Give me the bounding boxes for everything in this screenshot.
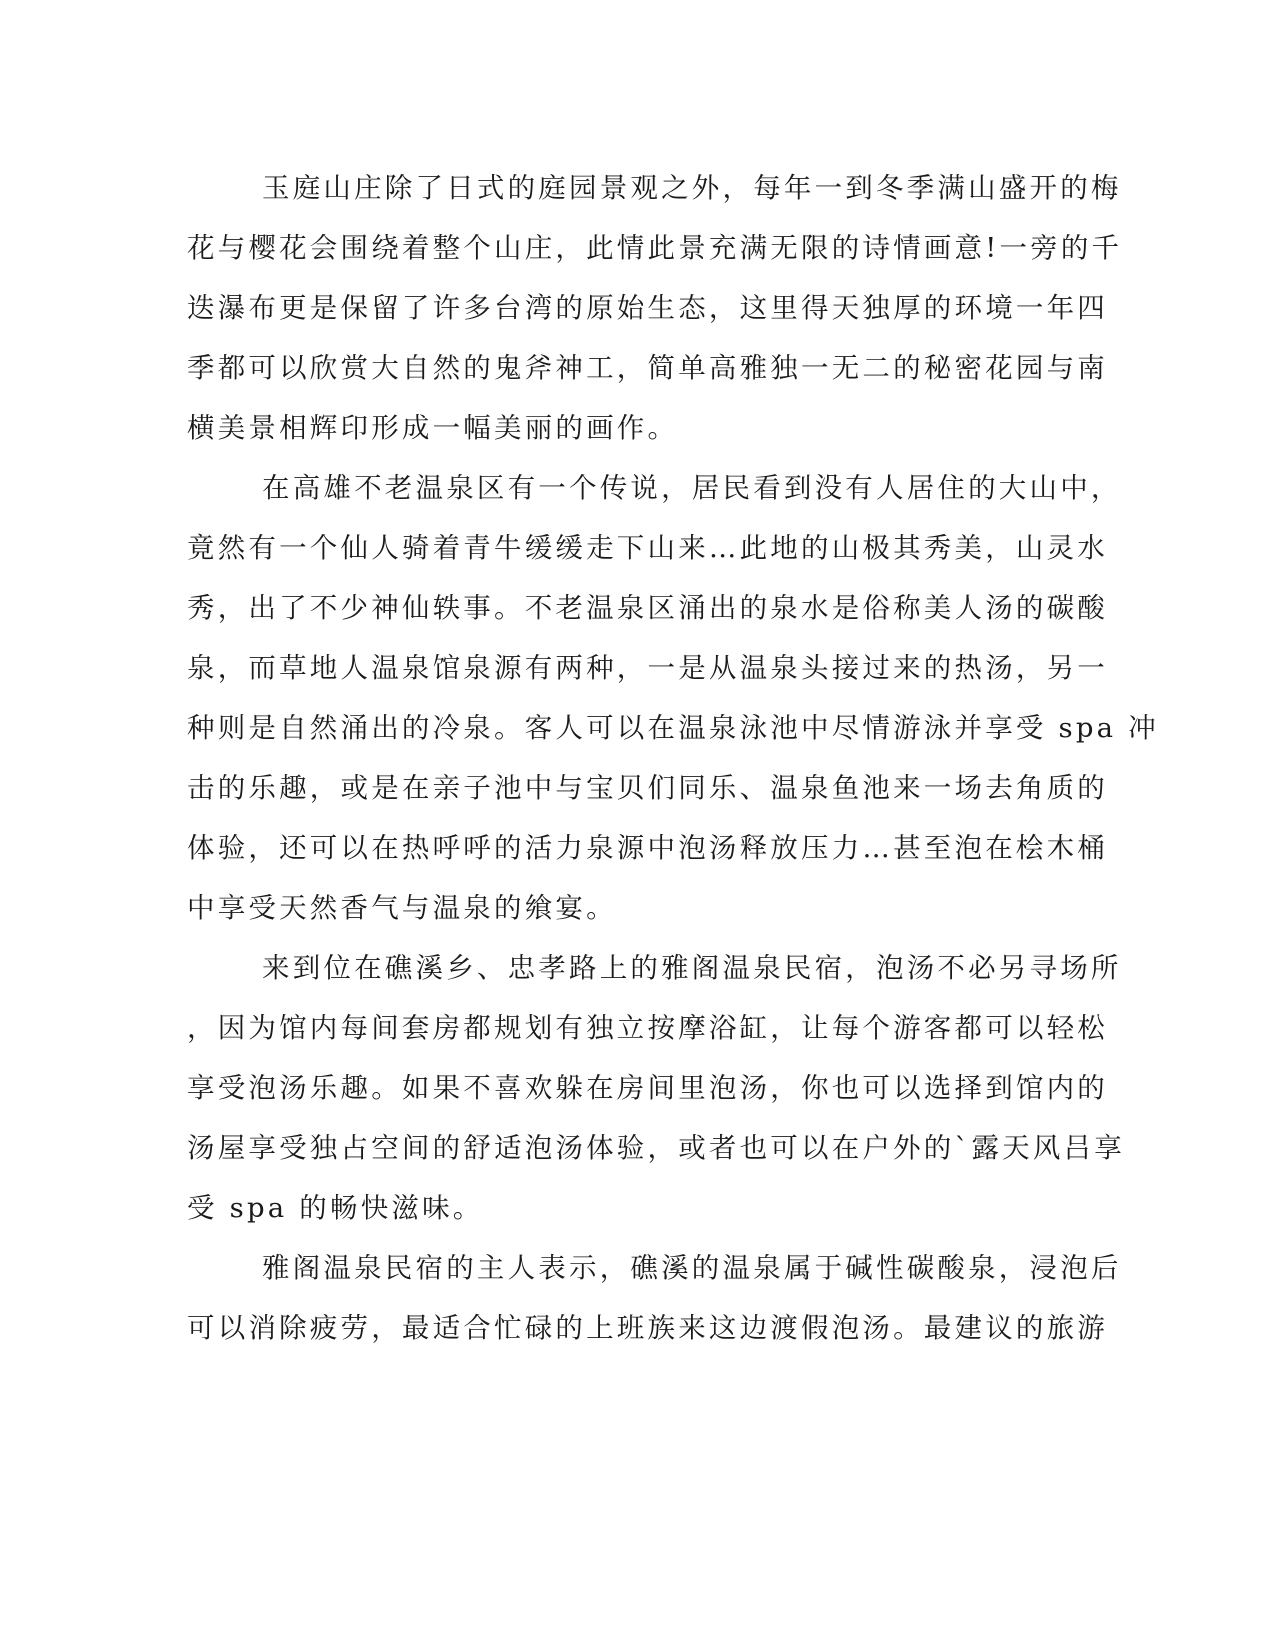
- text-line: 雅阁温泉民宿的主人表示，礁溪的温泉属于碱性碳酸泉，浸泡后: [262, 1252, 1122, 1284]
- text-line: 玉庭山庄除了日式的庭园景观之外，每年一到冬季满山盛开的梅: [262, 172, 1122, 204]
- text-line: 迭瀑布更是保留了许多台湾的原始生态，这里得天独厚的环境一年四: [187, 292, 1108, 324]
- text-line: 季都可以欣赏大自然的鬼斧神工，简单高雅独一无二的秘密花园与南: [187, 352, 1108, 384]
- text-line: 秀，出了不少神仙轶事。不老温泉区涌出的泉水是俗称美人汤的碳酸: [187, 592, 1108, 624]
- text-line: 受 spa 的畅快滋味。: [187, 1192, 484, 1224]
- text-line: 来到位在礁溪乡、忠孝路上的雅阁温泉民宿，泡汤不必另寻场所: [262, 952, 1122, 984]
- text-line: 横美景相辉印形成一幅美丽的画作。: [187, 412, 679, 444]
- paragraph-bulao-hot-spring: [187, 458, 1159, 938]
- text-line: 汤屋享受独占空间的舒适泡汤体验，或者也可以在户外的`露天风吕享: [187, 1132, 1125, 1164]
- text-line: 击的乐趣，或是在亲子池中与宝贝们同乐、温泉鱼池来一场去角质的: [187, 772, 1108, 804]
- text-line: 中享受天然香气与温泉的飨宴。: [187, 892, 617, 924]
- text-line: 在高雄不老温泉区有一个传说，居民看到没有人居住的大山中，: [262, 472, 1122, 504]
- text-line: 竟然有一个仙人骑着青牛缓缓走下山来…此地的山极其秀美，山灵水: [187, 532, 1108, 564]
- text-line: 享受泡汤乐趣。如果不喜欢躲在房间里泡汤，你也可以选择到馆内的: [187, 1072, 1108, 1104]
- paragraph-yage-minsu: [187, 938, 1125, 1238]
- text-line: 可以消除疲劳，最适合忙碌的上班族来这边渡假泡汤。最建议的旅游: [187, 1312, 1108, 1344]
- paragraph-yuting-villa: [187, 158, 1123, 458]
- document-body: [187, 158, 1159, 1358]
- text-line: ，因为馆内每间套房都规划有独立按摩浴缸，让每个游客都可以轻松: [187, 1012, 1108, 1044]
- text-line: 花与樱花会围绕着整个山庄，此情此景充满无限的诗情画意!一旁的千: [187, 232, 1123, 264]
- paragraph-jiaoxi-spring: [187, 1238, 1122, 1358]
- text-line: 种则是自然涌出的冷泉。客人可以在温泉泳池中尽情游泳并享受 spa 冲: [187, 712, 1159, 744]
- text-line: 体验，还可以在热呼呼的活力泉源中泡汤释放压力…甚至泡在桧木桶: [187, 832, 1108, 864]
- text-line: 泉，而草地人温泉馆泉源有两种，一是从温泉头接过来的热汤，另一: [187, 652, 1108, 684]
